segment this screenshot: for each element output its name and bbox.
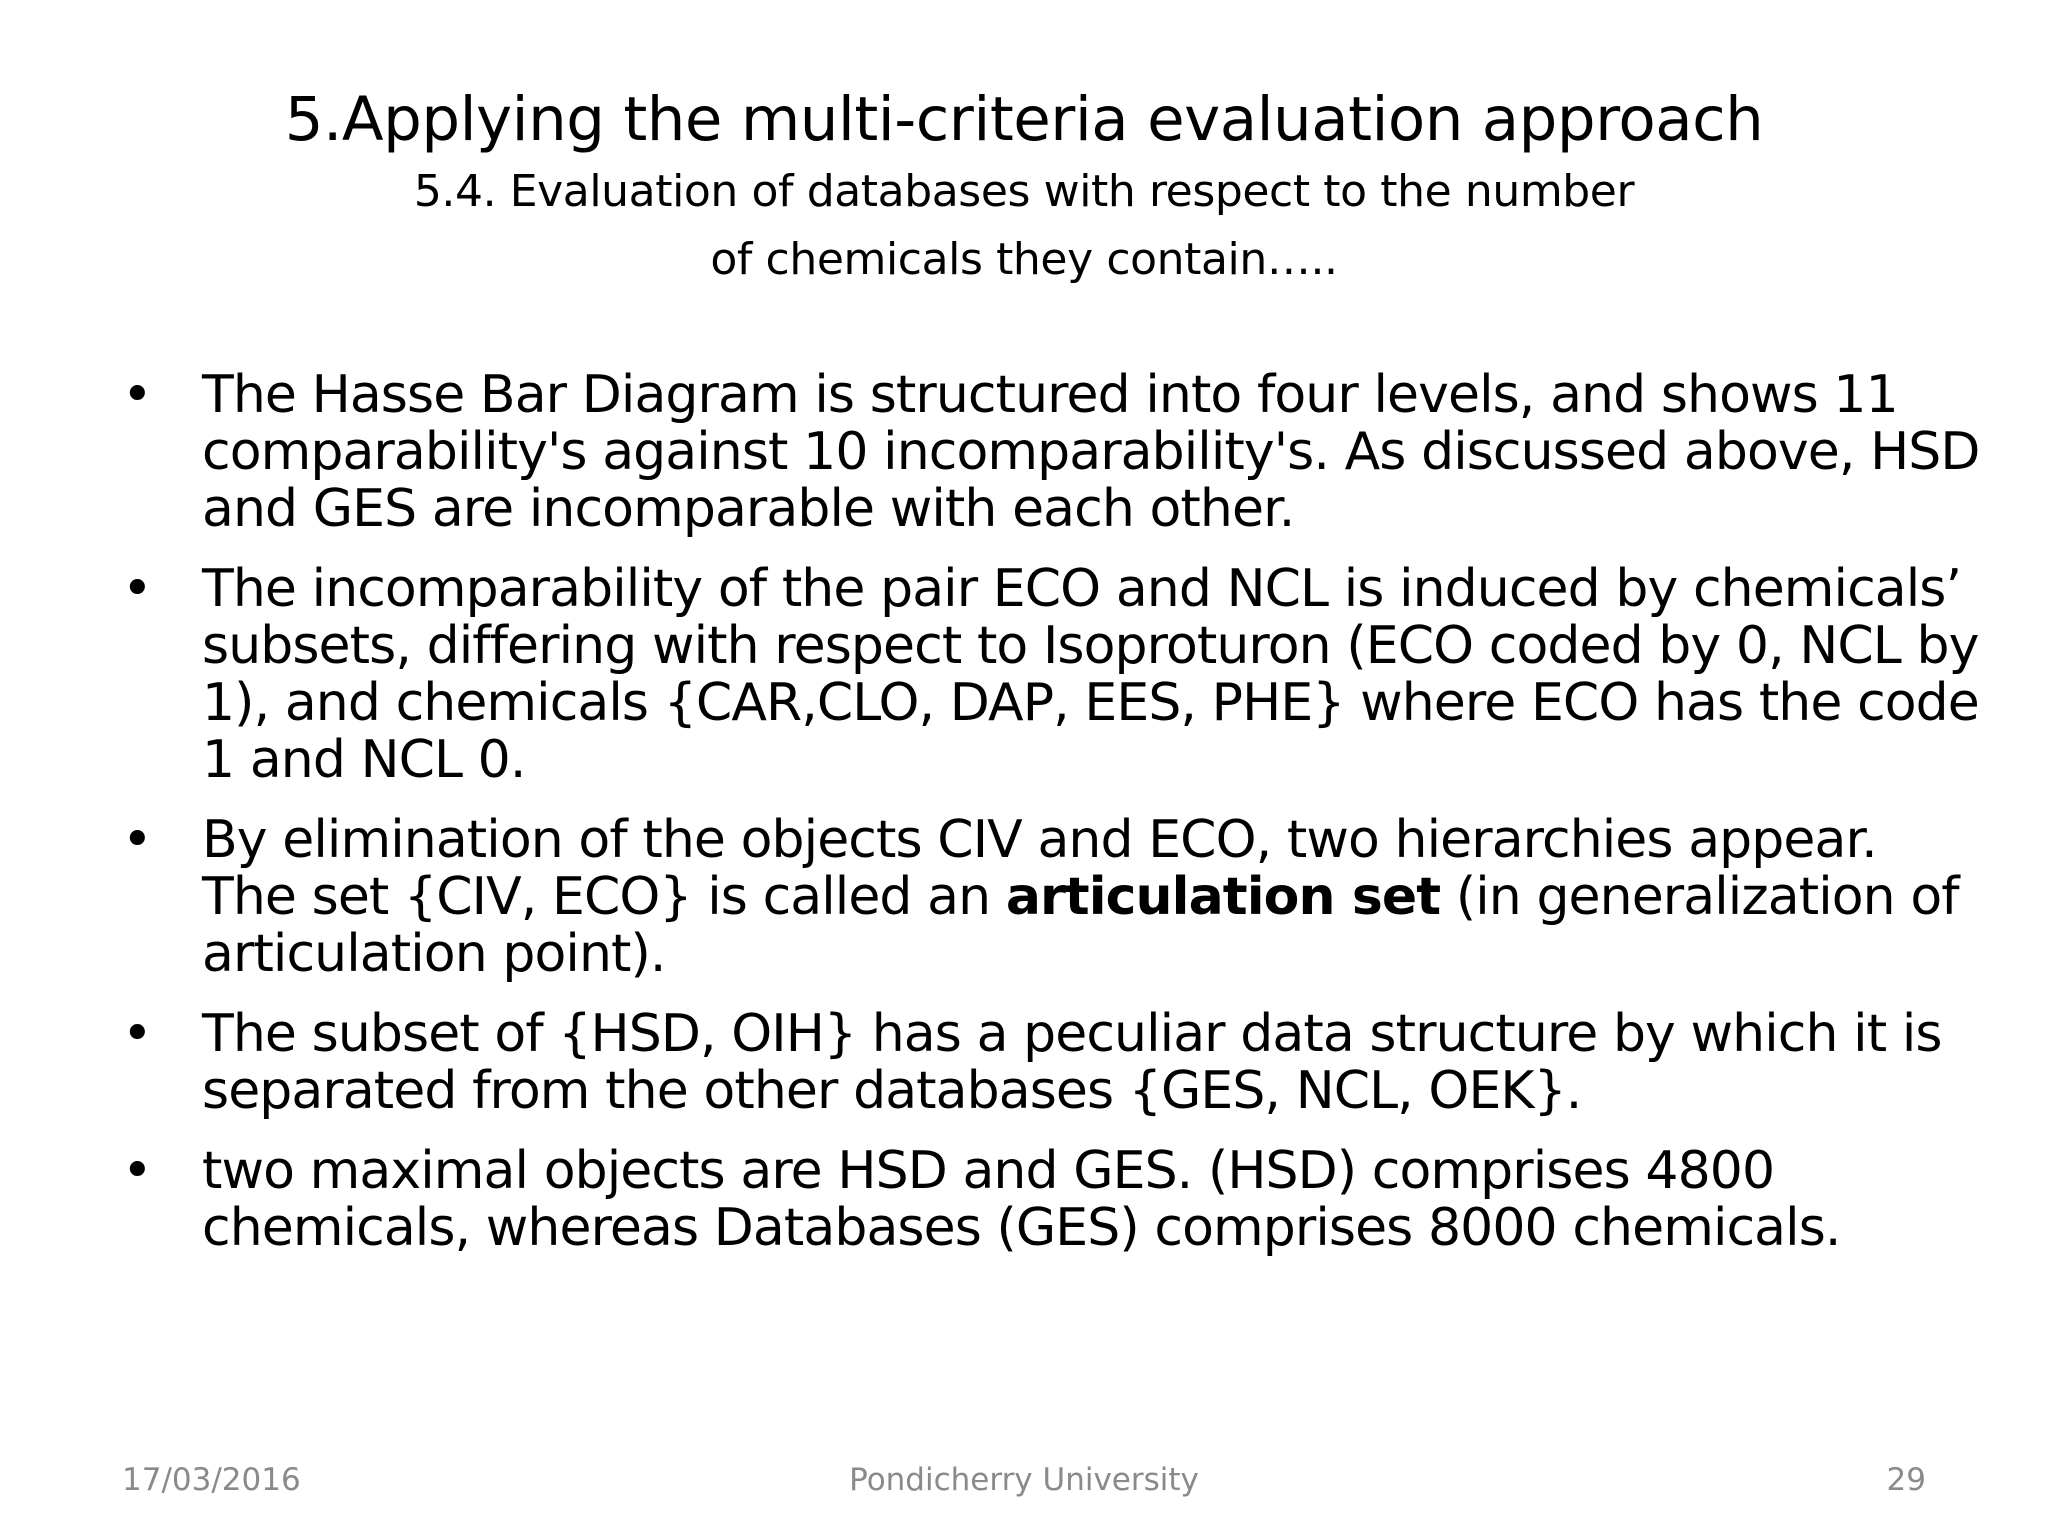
bullet-item <box>122 1006 1982 1120</box>
bullet-text <box>202 810 1959 984</box>
bullet-icon: • <box>122 365 152 425</box>
footer-organization: Pondicherry University <box>849 1462 1199 1498</box>
bullet-text: The incomparability of the pair ECO and NCL is induced by chemicals’ subsets, differing with respect to Isoproturon (ECO coded by 0, NCL by 1), and chemicals {CAR,CLO, DAP, EES, PHE} where ECO has the code 1 and NCL 0. <box>202 559 1979 790</box>
slide-title: 5.Applying the multi-criteria evaluation approach <box>284 84 1764 155</box>
bullet-text: The subset of {HSD, OIH} has a peculiar data structure by which it is separated from the other databases {GES, NCL, OEK}. <box>202 1004 1942 1121</box>
slide-subtitle <box>0 158 2048 294</box>
bullet-icon: • <box>122 810 152 870</box>
bullet-item <box>122 367 1982 538</box>
title-block <box>0 84 2048 294</box>
bullet-text: two maximal objects are HSD and GES. (HSD) comprises 4800 chemicals, whereas Databases (GES) comprises 8000 chemicals. <box>202 1141 1841 1258</box>
bullet-bold-term: articulation set <box>1005 867 1441 927</box>
subtitle-line-1: 5.4. Evaluation of databases with respect to the number <box>413 166 1635 217</box>
bullet-list <box>122 367 1982 1280</box>
bullet-item <box>122 1143 1982 1257</box>
bullet-icon: • <box>122 1141 152 1201</box>
footer-date: 17/03/2016 <box>122 1462 301 1498</box>
bullet-item <box>122 561 1982 789</box>
bullet-item <box>122 812 1982 983</box>
bullet-icon: • <box>122 559 152 619</box>
footer-page-number: 29 <box>1886 1462 1926 1498</box>
bullet-text: The Hasse Bar Diagram is structured into four levels, and shows 11 comparability's against 10 incomparability's. As discussed above, HSD and GES are incomparable with each other. <box>202 365 1980 539</box>
bullet-icon: • <box>122 1004 152 1064</box>
bullet-text-before: By elimination of the objects CIV and ECO, two hierarchies appear. The set {CIV, ECO} is called an <box>202 810 1877 927</box>
bullet-text-after: (in generalization of articulation point). <box>202 867 1959 984</box>
subtitle-line-2: of chemicals they contain….. <box>710 234 1338 285</box>
